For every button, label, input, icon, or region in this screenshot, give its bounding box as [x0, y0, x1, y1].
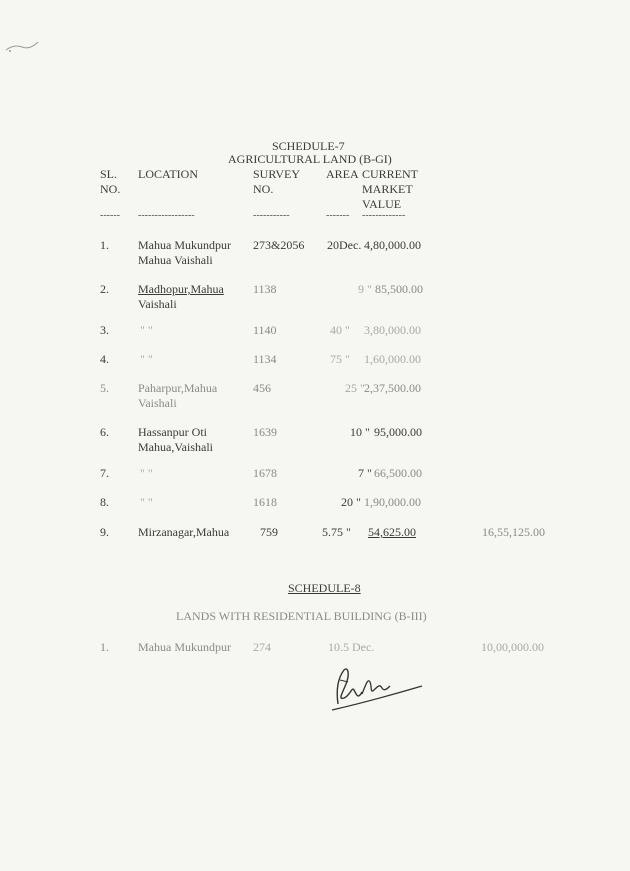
row9-value: 54,625.00 — [368, 525, 416, 539]
schedule8-heading: SCHEDULE-8 — [288, 581, 361, 595]
header-location: LOCATION — [138, 167, 198, 181]
row6-area: 10 " — [350, 425, 370, 439]
row3-sl: 3. — [100, 323, 109, 337]
schedule8-subheading: LANDS WITH RESIDENTIAL BUILDING (B-III) — [176, 609, 427, 623]
row9-location: Mirzanagar,Mahua — [138, 525, 230, 539]
row2-location-line2: Vaishali — [138, 297, 177, 311]
row2-value: 85,500.00 — [375, 282, 423, 296]
row1-sl: 1. — [100, 238, 109, 252]
schedule7-heading: SCHEDULE-7 — [272, 139, 345, 153]
header-value-line1: CURRENT — [362, 167, 419, 181]
schedule7-total: 16,55,125.00 — [482, 525, 545, 539]
header-survey-line1: SURVEY — [253, 167, 301, 181]
s8-row1-survey: 274 — [253, 640, 271, 654]
row4-survey: 1134 — [253, 352, 277, 366]
row4-sl: 4. — [100, 352, 109, 366]
schedule7-subheading: AGRICULTURAL LAND (B-GI) — [228, 152, 392, 166]
row5-sl: 5. — [100, 381, 109, 395]
row5-survey: 456 — [253, 381, 271, 395]
row1-location-line1: Mahua Mukundpur — [138, 238, 231, 252]
row1-area: 20Dec. — [327, 238, 362, 252]
row6-location-line2: Mahua,Vaishali — [138, 440, 213, 454]
row8-area: 20 " — [341, 495, 361, 509]
s8-row1-area: 10.5 Dec. — [328, 640, 375, 654]
row3-area: 40 " — [330, 323, 350, 337]
signature — [318, 660, 430, 714]
header-sl — [100, 167, 120, 197]
row1-location — [138, 238, 231, 268]
row5-location — [138, 381, 217, 411]
header-value — [362, 167, 418, 212]
row3-survey: 1140 — [253, 323, 277, 337]
header-survey-line2: NO. — [253, 182, 274, 196]
header-sl-line1: SL. — [100, 167, 118, 181]
row1-survey: 273&2056 — [253, 238, 305, 252]
row2-area: 9 " — [358, 282, 372, 296]
row2-location — [138, 282, 224, 312]
row5-area: 25 " — [345, 381, 365, 395]
s8-row1-sl: 1. — [100, 640, 109, 654]
row3-value: 3,80,000.00 — [364, 323, 421, 337]
row7-sl: 7. — [100, 466, 109, 480]
row3-location: " " — [140, 323, 153, 337]
row8-value: 1,90,000.00 — [364, 495, 421, 509]
row1-value: 4,80,000.00 — [364, 238, 421, 252]
scan-mark — [4, 38, 40, 56]
row8-sl: 8. — [100, 495, 109, 509]
header-sl-line2: NO. — [100, 182, 121, 196]
row5-value: 2,37,500.00 — [364, 381, 421, 395]
row9-area: 5.75 " — [322, 525, 351, 539]
dash-area: ------- — [326, 210, 350, 221]
row1-location-line2: Mahua Vaishali — [138, 253, 213, 267]
row6-sl: 6. — [100, 425, 109, 439]
dash-sl: ------ — [100, 210, 120, 221]
row6-location-line1: Hassanpur Oti — [138, 425, 207, 439]
row5-location-line2: Vaishali — [138, 396, 177, 410]
s8-row1-value: 10,00,000.00 — [481, 640, 544, 654]
header-value-line2: MARKET — [362, 182, 413, 196]
row8-location: " " — [140, 495, 153, 509]
row4-value: 1,60,000.00 — [364, 352, 421, 366]
s8-row1-location: Mahua Mukundpur — [138, 640, 231, 654]
row9-survey: 759 — [260, 525, 278, 539]
row7-survey: 1678 — [253, 466, 277, 480]
header-value-line3: VALUE — [362, 197, 402, 211]
row6-value: 95,000.00 — [374, 425, 422, 439]
row2-survey: 1138 — [253, 282, 277, 296]
row6-location — [138, 425, 213, 455]
row4-location: " " — [140, 352, 153, 366]
dash-value: ------------- — [362, 210, 406, 221]
row7-location: " " — [140, 466, 153, 480]
row7-value: 66,500.00 — [374, 466, 422, 480]
header-area: AREA — [326, 167, 359, 181]
row5-location-line1: Paharpur,Mahua — [138, 381, 218, 395]
row2-location-line1: Madhopur,Mahua — [138, 282, 224, 296]
row7-area: 7 " — [358, 466, 372, 480]
row9-sl: 9. — [100, 525, 109, 539]
dash-location: ----------------- — [138, 210, 195, 221]
row2-sl: 2. — [100, 282, 109, 296]
row4-area: 75 " — [330, 352, 350, 366]
dash-survey: ----------- — [253, 210, 290, 221]
row6-survey: 1639 — [253, 425, 277, 439]
row8-survey: 1618 — [253, 495, 277, 509]
header-survey — [253, 167, 300, 197]
